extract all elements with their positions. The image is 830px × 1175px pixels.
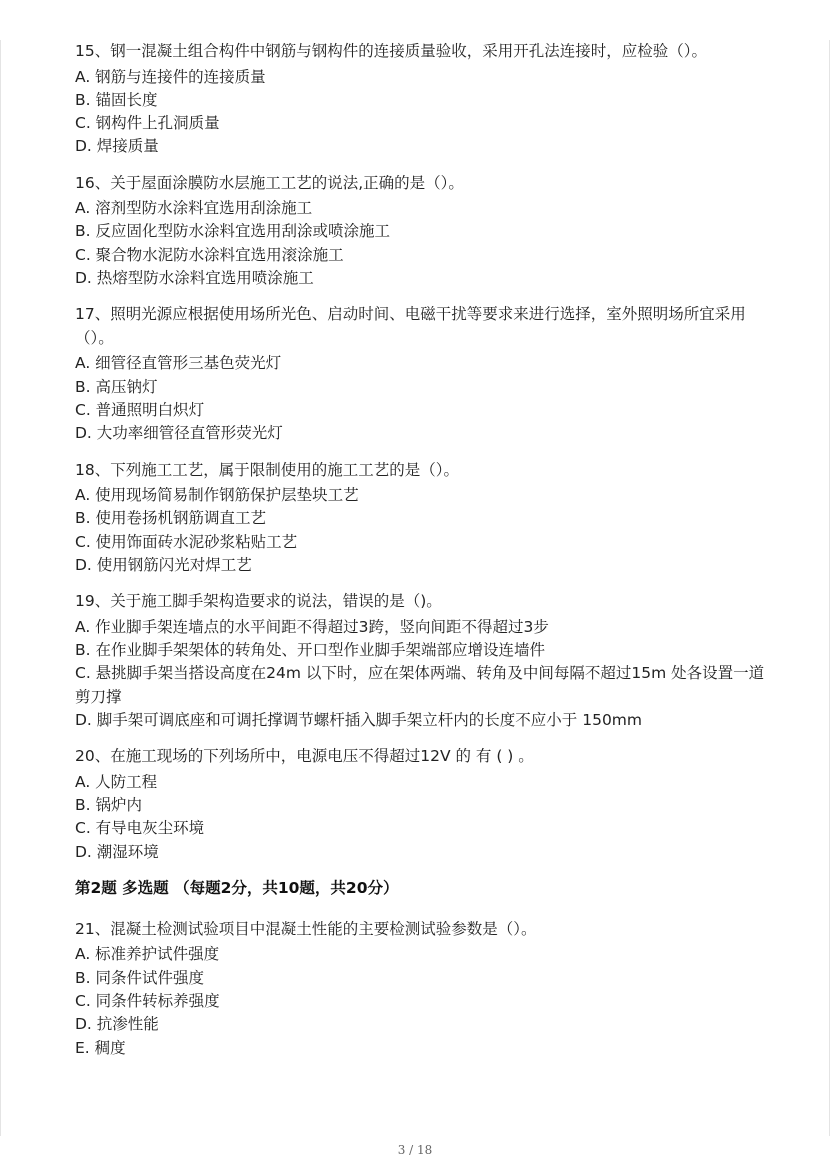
- option-d: D. 使用钢筋闪光对焊工艺: [75, 555, 252, 574]
- question-stem: 15、钢一混凝土组合构件中钢筋与钢构件的连接质量验收，采用开孔法连接时，应检验（）。: [75, 42, 707, 60]
- question-21: [75, 918, 765, 1060]
- question-19: [75, 590, 765, 732]
- question-15: [75, 40, 765, 159]
- option-d: D. 脚手架可调底座和可调托撑调节螺杆插入脚手架立杆内的长度不应小于 150mm: [75, 710, 643, 729]
- option-c: C. 有导电灰尘环境: [75, 819, 205, 838]
- question-16: [75, 172, 765, 291]
- section-heading-multiple-choice: 第2题 多选题 （每题2分，共10题，共20分）: [75, 878, 399, 897]
- option-a: A. 细管径直管形三基色荧光灯: [75, 354, 282, 373]
- question-18: [75, 459, 765, 578]
- question-stem: 20、在施工现场的下列场所中，电源电压不得超过12V 的 有 ( ) 。: [75, 747, 534, 766]
- option-a: A. 溶剂型防水涂料宜选用刮涂施工: [75, 199, 313, 218]
- option-a: A. 使用现场简易制作钢筋保护层垫块工艺: [75, 486, 359, 505]
- option-c: C. 普通照明白炽灯: [75, 400, 205, 419]
- question-17: [75, 303, 765, 445]
- document-page-content: [75, 40, 765, 1073]
- page-border-left: [0, 40, 1, 1136]
- option-b: B. 在作业脚手架架体的转角处、开口型作业脚手架端部应增设连墙件: [75, 641, 545, 660]
- page-number: 3 / 18: [397, 1143, 433, 1157]
- question-20: [75, 745, 765, 864]
- question-stem: 19、关于施工脚手架构造要求的说法，错误的是（)。: [75, 592, 442, 611]
- option-d: D. 大功率细管径直管形荧光灯: [75, 424, 283, 443]
- option-a: A. 人防工程: [75, 772, 158, 791]
- option-c: C. 聚合物水泥防水涂料宜选用滚涂施工: [75, 245, 344, 264]
- question-stem: 18、下列施工工艺，属于限制使用的施工工艺的是（）。: [75, 460, 459, 479]
- option-e: E. 稠度: [75, 1038, 126, 1057]
- option-d: D. 潮湿环境: [75, 842, 159, 861]
- option-b: B. 锚固长度: [75, 90, 158, 109]
- option-d: D. 焊接质量: [75, 137, 159, 156]
- option-a: A. 作业脚手架连墙点的水平间距不得超过3跨，竖向间距不得超过3步: [75, 617, 549, 636]
- option-c: C. 使用饰面砖水泥砂浆粘贴工艺: [75, 532, 298, 551]
- question-stem: 16、关于屋面涂膜防水层施工工艺的说法,正确的是（）。: [75, 173, 464, 192]
- option-d: D. 热熔型防水涂料宜选用喷涂施工: [75, 269, 314, 288]
- option-b: B. 使用卷扬机钢筋调直工艺: [75, 509, 266, 528]
- option-b: B. 反应固化型防水涂料宜选用刮涂或喷涂施工: [75, 222, 390, 241]
- option-c: C. 同条件转标养强度: [75, 992, 220, 1011]
- option-b: B. 高压钠灯: [75, 377, 158, 396]
- option-c: C. 钢构件上孔洞质量: [75, 114, 220, 133]
- option-a: A. 钢筋与连接件的连接质量: [75, 67, 266, 86]
- option-b: B. 同条件试件强度: [75, 968, 204, 987]
- option-b: B. 锅炉内: [75, 796, 142, 815]
- option-c: C. 悬挑脚手架当搭设高度在24m 以下时，应在架体两端、转角及中间每隔不超过15m 处各设置一道剪刀撑: [75, 664, 765, 706]
- option-d: D. 抗渗性能: [75, 1015, 159, 1034]
- option-a: A. 标准养护试件强度: [75, 945, 220, 964]
- question-stem: 17、照明光源应根据使用场所光色、启动时间、电磁干扰等要求来进行选择，室外照明场所宜采用（）。: [75, 305, 746, 347]
- question-stem: 21、混凝土检测试验项目中混凝土性能的主要检测试验参数是（）。: [75, 919, 537, 938]
